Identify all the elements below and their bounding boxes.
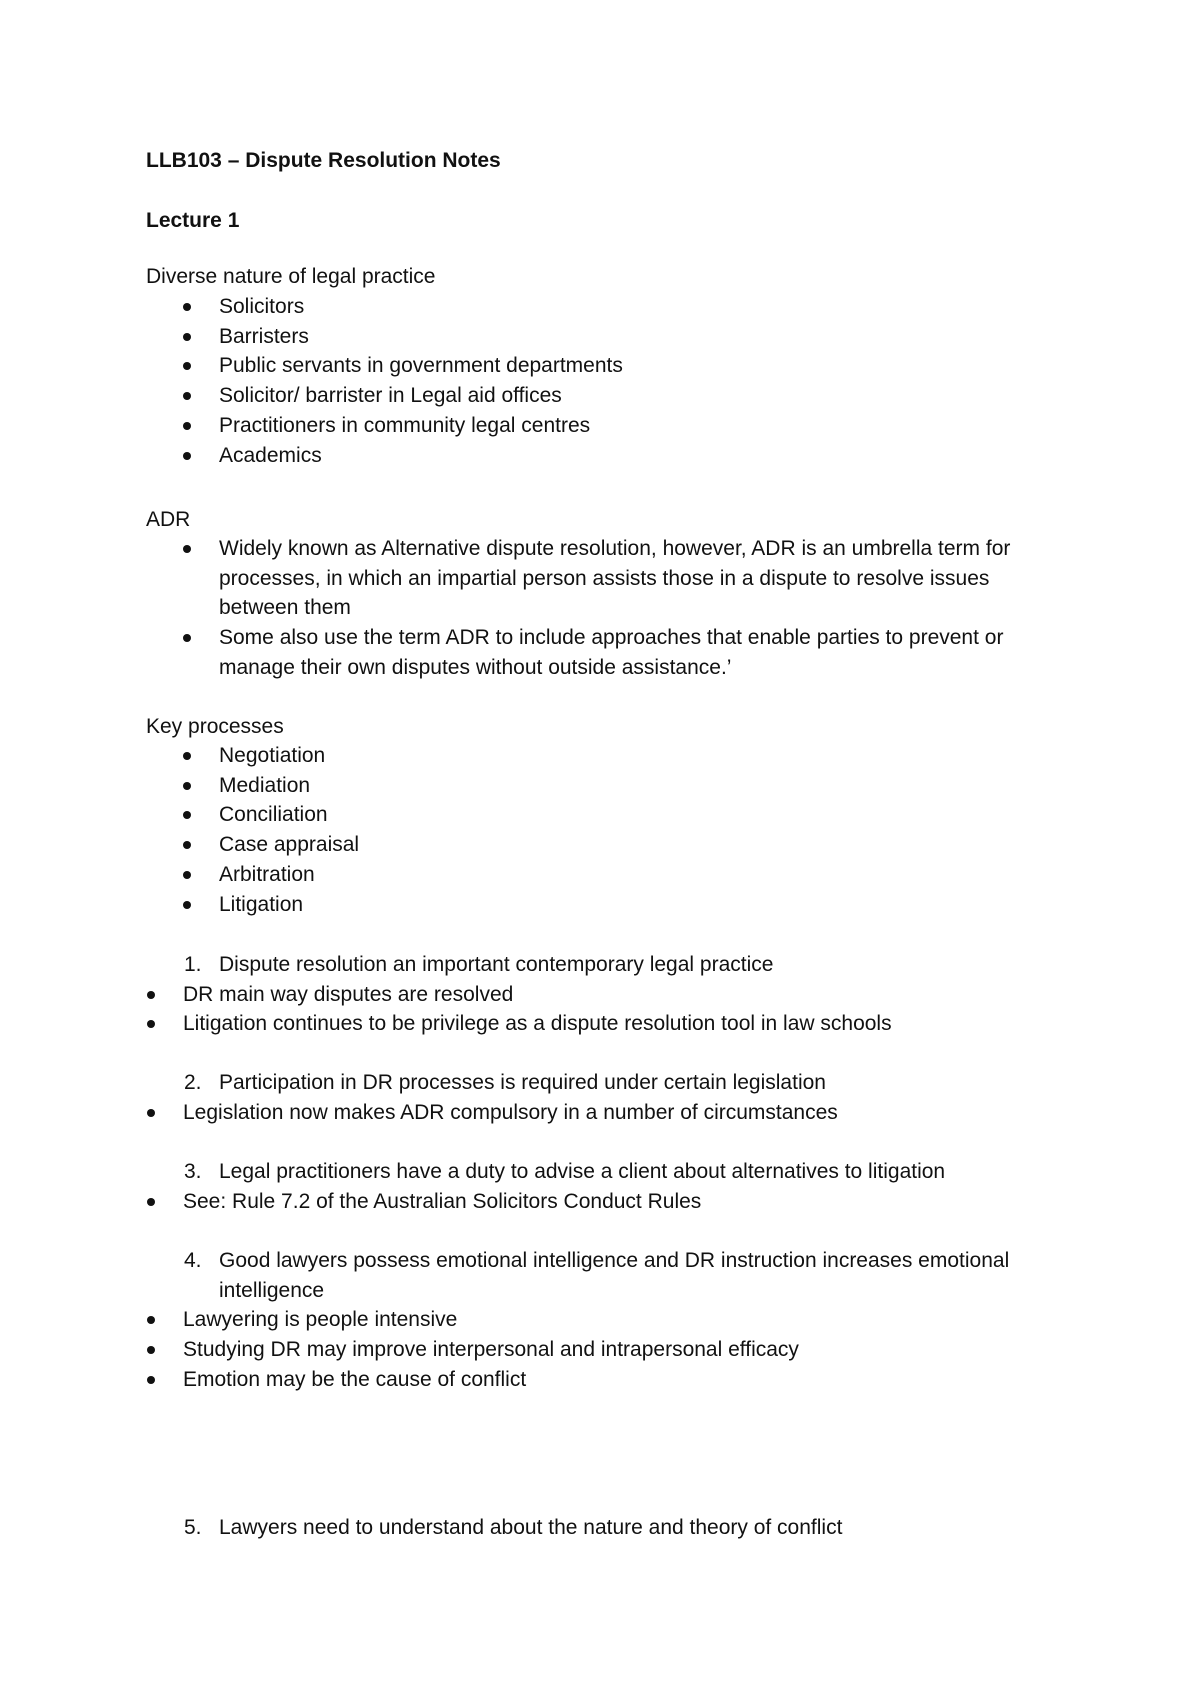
list-item: Practitioners in community legal centres (146, 411, 1046, 441)
section-heading-adr: ADR (146, 508, 191, 531)
numbered-item-2 (146, 1068, 1106, 1127)
numbered-item-text: Dispute resolution an important contemporary legal practice (219, 953, 774, 976)
list-item: Mediation (146, 771, 1046, 801)
list-item: Barristers (146, 322, 1046, 352)
list-item: Academics (146, 441, 1046, 471)
list-item: Lawyering is people intensive (73, 1305, 1043, 1335)
numbered-item-3 (146, 1157, 1106, 1216)
numbered-item-1 (146, 950, 1106, 1039)
bullet-list-adr (146, 534, 1076, 683)
numbered-item-label: 5. (184, 1516, 202, 1539)
list-item: Solicitor/ barrister in Legal aid offices (146, 381, 1046, 411)
section-heading-key-processes: Key processes (146, 715, 284, 738)
list-item: Litigation continues to be privilege as a dispute resolution tool in law schools (73, 1009, 1043, 1039)
list-item: Some also use the term ADR to include approaches that enable parties to prevent or manage their own disputes without outside assistance.’ (146, 623, 1059, 682)
sub-bullet-list (146, 980, 1106, 1039)
numbered-item-text: Legal practitioners have a duty to advise a client about alternatives to litigation (219, 1160, 946, 1183)
numbered-item-text: Good lawyers possess emotional intelligence and DR instruction increases emotional intelligence (219, 1249, 1010, 1302)
list-item: DR main way disputes are resolved (73, 980, 1043, 1010)
sub-bullet-list (146, 1098, 1106, 1128)
list-item: Negotiation (146, 741, 1046, 771)
numbered-item-4 (146, 1246, 1106, 1395)
list-item: Widely known as Alternative dispute resolution, however, ADR is an umbrella term for processes, in which an impartial person assists those in a dispute to resolve issues between them (146, 534, 1059, 623)
section-heading-legal-practice: Diverse nature of legal practice (146, 265, 436, 288)
list-item: Litigation (146, 890, 1046, 920)
list-item: Solicitors (146, 292, 1046, 322)
list-item: Studying DR may improve interpersonal and intrapersonal efficacy (73, 1335, 1043, 1365)
numbered-item-label: 1. (184, 953, 202, 976)
sub-bullet-list (146, 1187, 1106, 1217)
numbered-item-5 (146, 1513, 1106, 1543)
document-title: LLB103 – Dispute Resolution Notes (146, 149, 501, 172)
numbered-item-label: 2. (184, 1071, 202, 1094)
list-item: Legislation now makes ADR compulsory in a number of circumstances (73, 1098, 1043, 1128)
sub-bullet-list (146, 1305, 1106, 1394)
list-item: See: Rule 7.2 of the Australian Solicitors Conduct Rules (73, 1187, 1043, 1217)
list-item: Case appraisal (146, 830, 1046, 860)
numbered-item-label: 3. (184, 1160, 202, 1183)
bullet-list-key-processes (146, 741, 1046, 919)
lecture-heading: Lecture 1 (146, 209, 240, 232)
list-item: Emotion may be the cause of conflict (73, 1365, 1043, 1395)
numbered-item-label: 4. (184, 1249, 202, 1272)
list-item: Arbitration (146, 860, 1046, 890)
numbered-item-text: Participation in DR processes is required under certain legislation (219, 1071, 826, 1094)
list-item: Public servants in government departments (146, 351, 1046, 381)
list-item: Conciliation (146, 800, 1046, 830)
numbered-item-text: Lawyers need to understand about the nature and theory of conflict (219, 1516, 843, 1539)
bullet-list-legal-practice (146, 292, 1046, 470)
